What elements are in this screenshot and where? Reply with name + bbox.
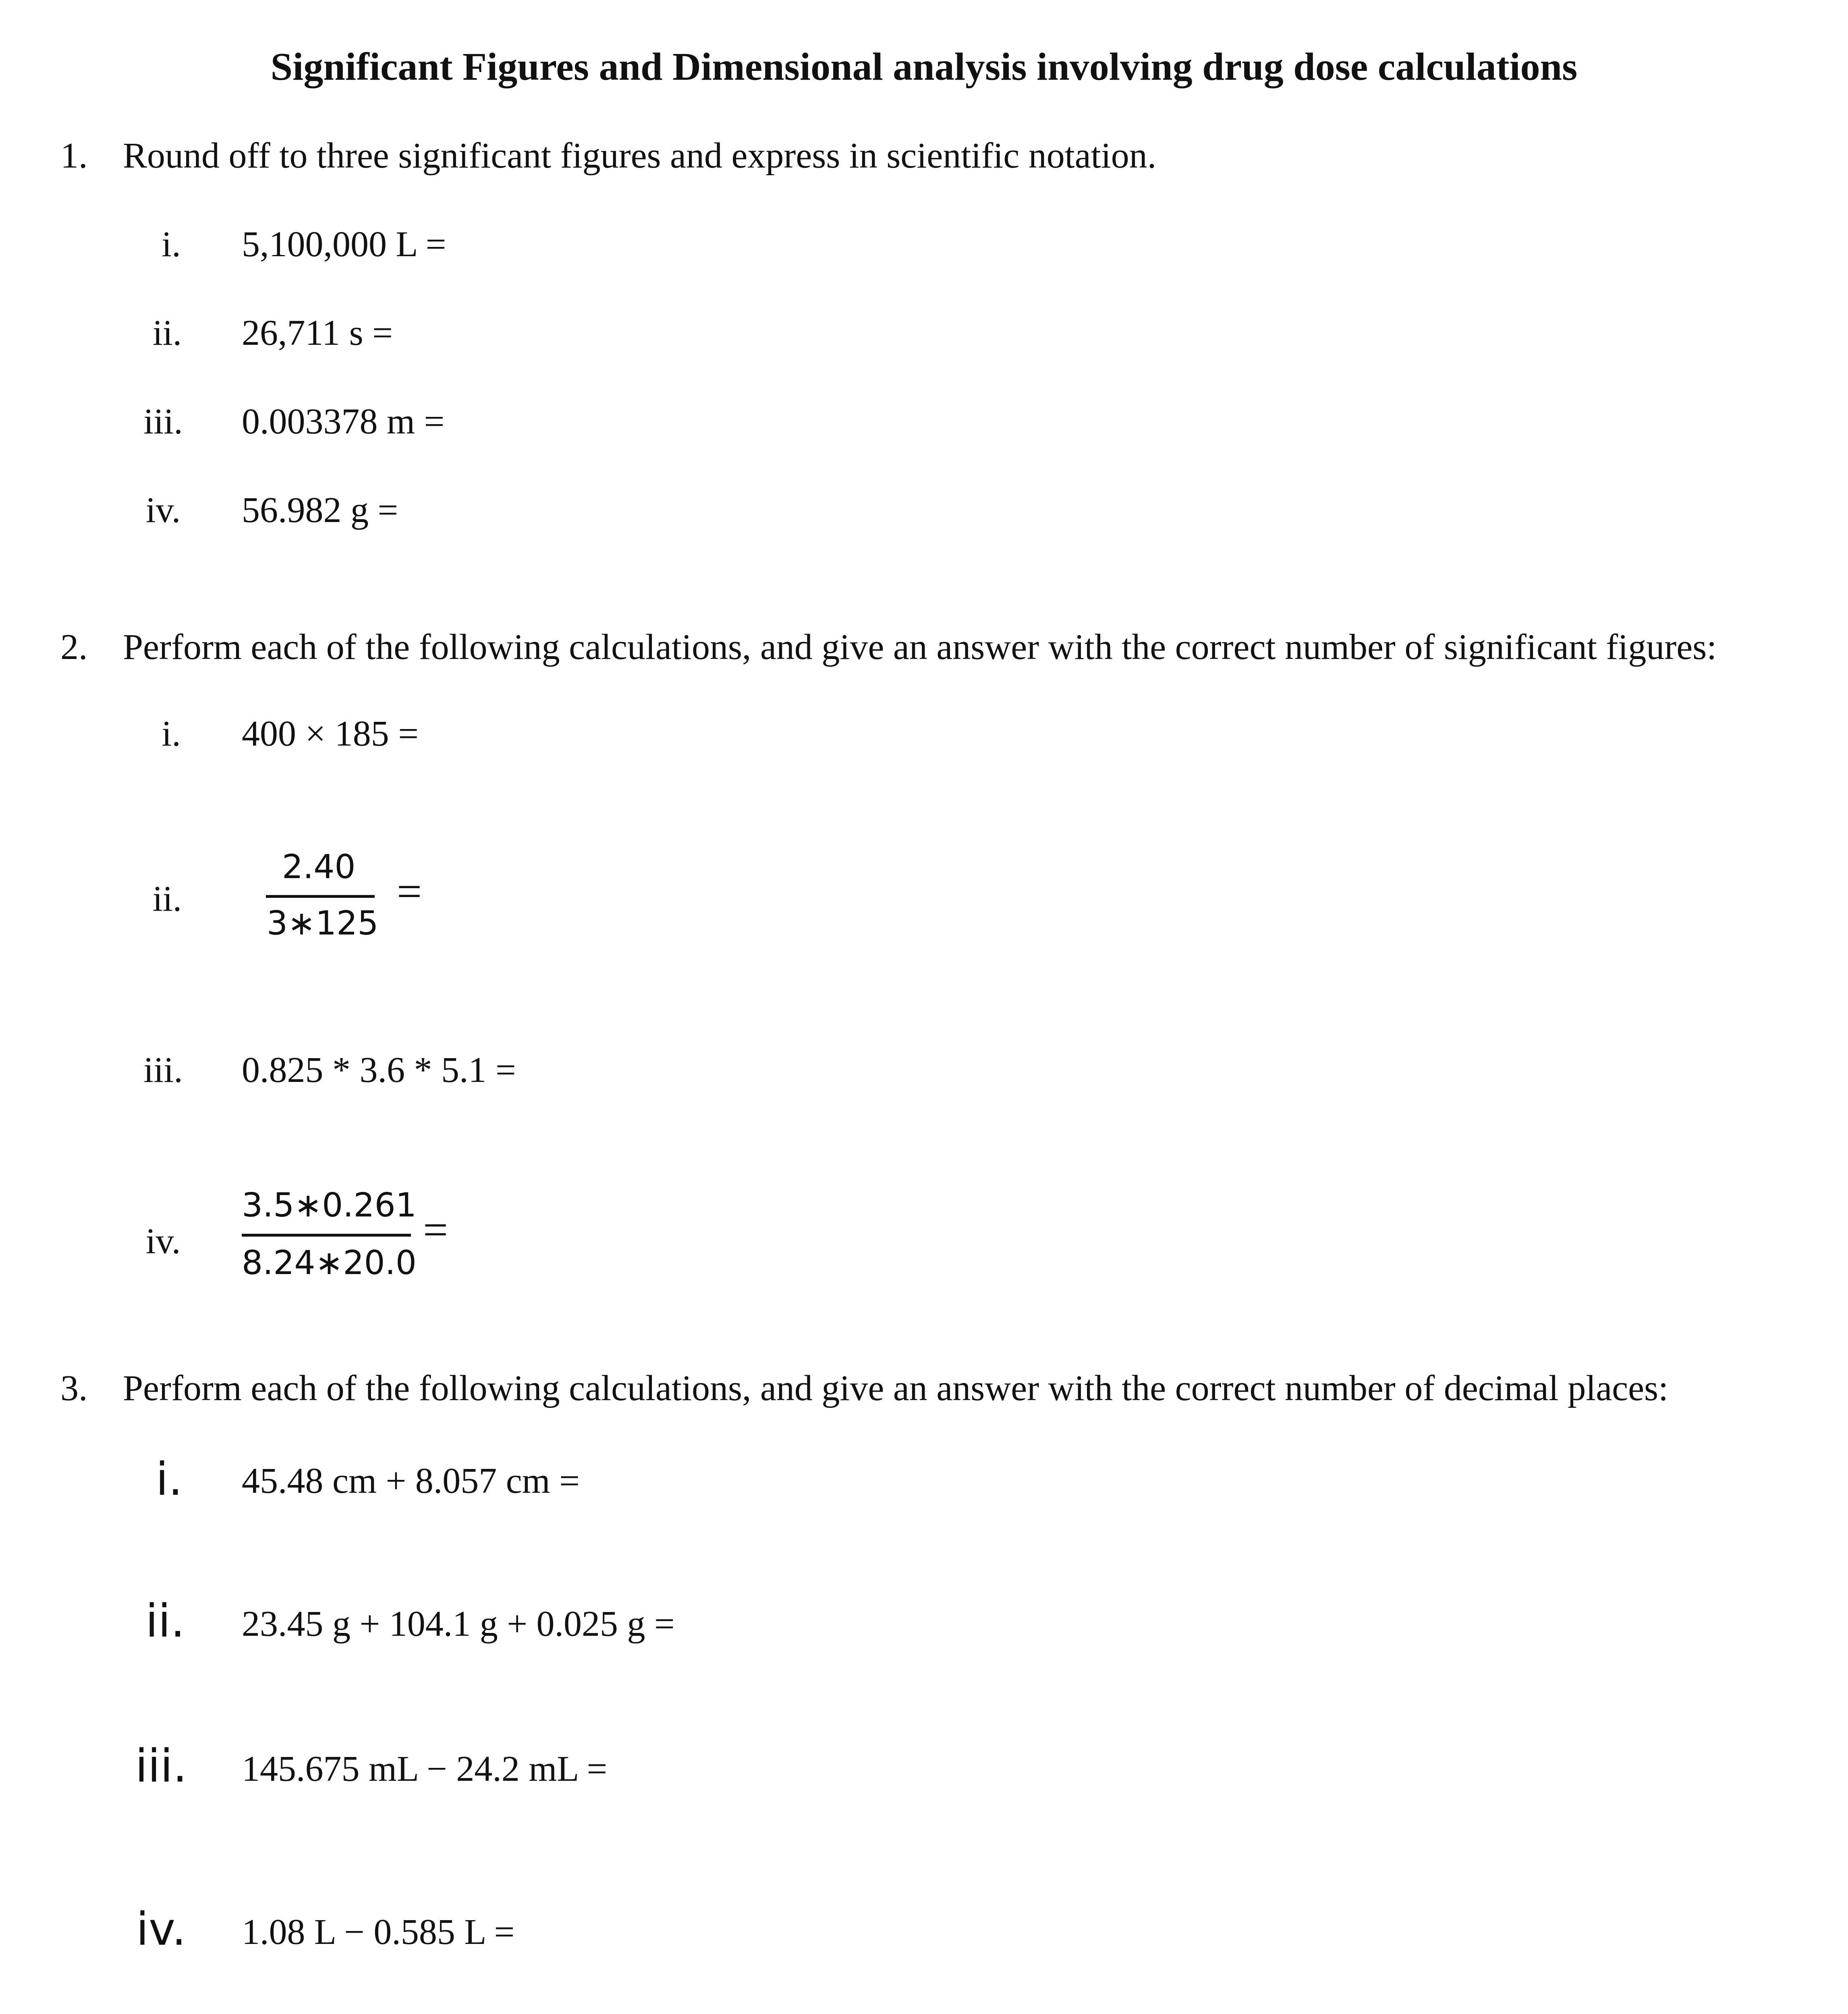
item-expression: 400 × 185 = [242, 714, 419, 754]
item-expression: 1.08 L − 0.585 L = [242, 1912, 515, 1952]
question-prompt: Perform each of the following calculations, and give an answer with the correct number of decimal places: [123, 1368, 1669, 1408]
page-title: Significant Figures and Dimensional analysis involving drug dose calculations [270, 45, 1578, 89]
question-prompt: Perform each of the following calculations, and give an answer with the correct number of significant figures: [123, 627, 1717, 667]
item-expression: 56.982 g = [242, 490, 398, 530]
item-expression: 0.825 * 3.6 * 5.1 = [242, 1050, 516, 1090]
fraction-numerator: 3.5∗0.261 [242, 1186, 417, 1225]
fraction-bar [242, 1234, 411, 1237]
item-label: iv. [145, 1221, 181, 1261]
item-label: i. [162, 714, 181, 754]
fraction-denominator: 3∗125 [267, 904, 379, 943]
item-label: ii. [152, 879, 182, 919]
item-label: iii. [143, 402, 183, 441]
fraction-numerator: 2.40 [282, 848, 356, 886]
question-prompt: Round off to three significant figures and express in scientific notation. [123, 136, 1157, 176]
item-label: iv. [136, 1903, 187, 1956]
item-label: i. [156, 1453, 183, 1506]
item-label: iv. [145, 490, 181, 530]
equals-sign: = [423, 1205, 448, 1254]
item-expression: 145.675 mL − 24.2 mL = [242, 1749, 608, 1789]
question-number: 1. [60, 136, 88, 176]
question-number: 3. [60, 1368, 88, 1408]
question-number: 2. [60, 627, 88, 667]
item-expression: 26,711 s = [242, 313, 393, 353]
item-label: iii. [143, 1050, 183, 1090]
item-label: i. [162, 224, 181, 264]
item-label: ii. [145, 1595, 185, 1647]
item-expression: 0.003378 m = [242, 402, 445, 441]
equals-sign: = [397, 867, 422, 916]
item-expression: 23.45 g + 104.1 g + 0.025 g = [242, 1604, 675, 1644]
fraction-denominator: 8.24∗20.0 [242, 1244, 417, 1282]
item-label: iii. [135, 1740, 187, 1792]
item-expression: 5,100,000 L = [242, 224, 446, 264]
item-label: ii. [152, 313, 182, 353]
fraction-bar [266, 895, 375, 898]
item-expression: 45.48 cm + 8.057 cm = [242, 1461, 580, 1501]
